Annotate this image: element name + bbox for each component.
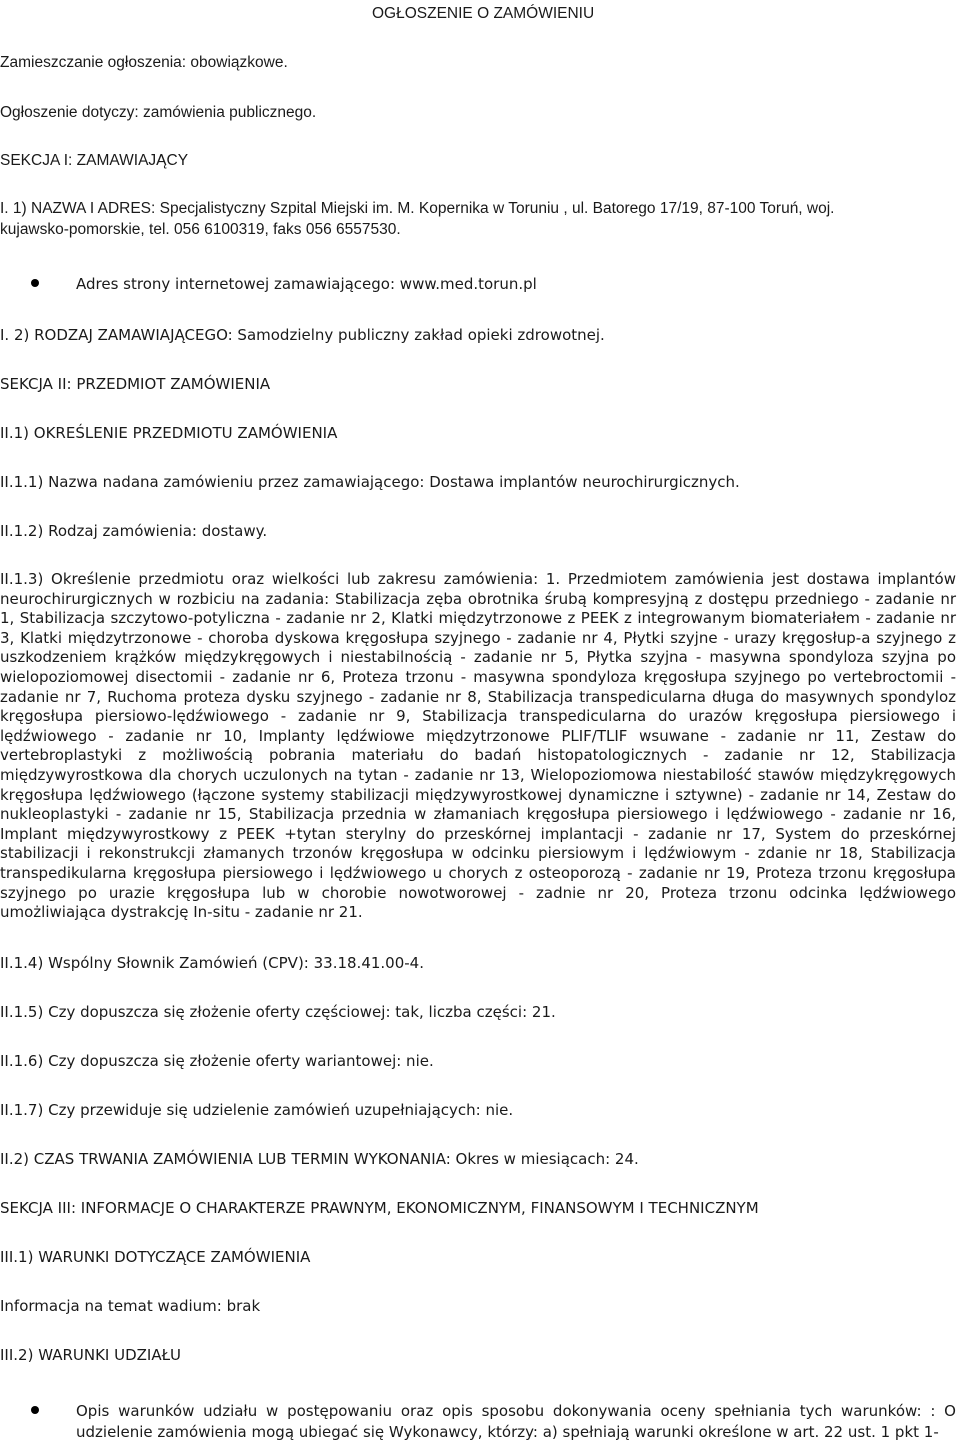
section-2-1-6: II.1.6) Czy dopuszcza się złożenie oferty wariantowej: nie. (0, 1052, 434, 1070)
notice-concerns-line: Ogłoszenie dotyczy: zamówienia publicznego. (0, 104, 317, 121)
section-2-1-heading: II.1) OKREŚLENIE PRZEDMIOTU ZAMÓWIENIA (0, 424, 338, 442)
section-3-1-heading: III.1) WARUNKI DOTYCZĄCE ZAMÓWIENIA (0, 1248, 311, 1266)
section-1-2-type: I. 2) RODZAJ ZAMAWIAJĄCEGO: Samodzielny publiczny zakład opieki zdrowotnej. (0, 326, 605, 344)
section-3-1-wadium: Informacja na temat wadium: brak (0, 1297, 261, 1315)
section-2-1-4: II.1.4) Wspólny Słownik Zamówień (CPV): 33.18.41.00-4. (0, 954, 424, 972)
section-3-heading: SEKCJA III: INFORMACJE O CHARAKTERZE PRAWNYM, EKONOMICZNYM, FINANSOWYM I TECHNICZNYM (0, 1199, 759, 1217)
bullet-icon (31, 1406, 39, 1414)
website-line: Adres strony internetowej zamawiającego: www.med.torun.pl (76, 275, 537, 293)
section-2-1-1: II.1.1) Nazwa nadana zamówieniu przez zamawiającego: Dostawa implantów neurochirurgicznych. (0, 473, 740, 491)
section-1-heading: SEKCJA I: ZAMAWIAJĄCY (0, 152, 189, 169)
notice-obligatory-line: Zamieszczanie ogłoszenia: obowiązkowe. (0, 54, 288, 71)
section-2-1-2: II.1.2) Rodzaj zamówienia: dostawy. (0, 522, 268, 540)
page-title: OGŁOSZENIE O ZAMÓWIENIU (372, 5, 595, 22)
section-2-heading: SEKCJA II: PRZEDMIOT ZAMÓWIENIA (0, 375, 271, 393)
section-3-2-conditions-paragraph: Opis warunków udziału w postępowaniu oraz opis sposobu dokonywania oceny spełniania tych warunków: : O udzielenie zamówienia mogą ubiegać się Wykonawcy, którzy: a) spełniają warunki określone w art. 22 ust. 1 pkt 1- (76, 1402, 956, 1441)
section-1-name-address-line2: kujawsko-pomorskie, tel. 056 6100319, faks 056 6557530. (0, 221, 401, 238)
section-2-1-3-paragraph: II.1.3) Określenie przedmiotu oraz wielkości lub zakresu zamówienia: 1. Przedmiotem zamówienia jest dostawa implantów neurochirurgicznych w rozbiciu na zadania: Stabilizacja zęba obrotnika śrubą kompresyjną z dostępu przedniego - zadanie nr 1, Stabilizacja szczytowo-potyliczna - zadanie nr 2, Klatki międzytrzonowe z PEEK z integrowanym biomateriałem - zadanie nr 3, Klatki międzytrzonowe - choroba dyskowa kręgosłupa szyjnego - zadanie nr 4, Płytki szyjne - urazy kręgosłup-a szyjnego z uszkodzeniem krążków międzykręgowych i niestabilnością - zadanie nr 5, Płytka szyjna - masywna spondyloza szyjna po wielopoziomowej disectomii - zadanie nr 6, Proteza trzonu - masywna spondyloza kręgosłupa szyjnego po vertebroctomii - zadanie nr 7, Ruchoma proteza dysku szyjnego - zadanie nr 8, Stabilizacja transpedicularna długa do masywnych spondyloz kręgosłupa piersiowo-lędźwiowego - zadanie nr 9, Stabilizacja transpedicularna do urazów kręgosłupa piersiowego i lędźwiowego - zadanie nr 10, Implanty lędźwiowe międzytrzonowe PLIF/TLIF wsuwane - zadanie nr 11, Zestaw do vertebroplastyki z możliwością pobrania materiału do badań histopatologicznych - zadanie nr 12, Stabilizacja międzywyrostkowa dla chorych uczulonych na tytan - zadanie nr 13, Wielopoziomowa niestabilość stawów międzykręgowych kręgosłupa lędźwiowego (łączone systemy stabilizacji międzywyrostkowej dynamiczne i sztywne) - zadanie nr 14, Zestaw do nukleoplastyki - zadanie nr 15, Stabilizacja przednia w złamaniach kręgosłupa piersiowego i lędźwiowego - zadanie nr 16, Implant międzywyrostkowy z PEEK +tytan sterylny do przeskórnej implantacji - zadanie nr 17, System do przeskórnej stabilizacji i rekonstrukcji złamanych trzonów kręgosłupa w odcinku piersiowym i lędźwiowym - zdanie nr 18, Stabilizacja transpedikularna kręgosłupa piersiowego i lędźwiowego u chorych z osteoporozą - zadanie nr 19, Proteza trzonu kręgosłupa szyjnego po urazie kręgosłupa lub w chorobie nowotworowej - zadnie nr 20, Proteza trzonu odcinka lędźwiowego umożliwiająca dystrakcję In-situ - zadanie nr 21. (0, 570, 956, 922)
section-2-2: II.2) CZAS TRWANIA ZAMÓWIENIA LUB TERMIN WYKONANIA: Okres w miesiącach: 24. (0, 1150, 639, 1168)
section-3-2-heading: III.2) WARUNKI UDZIAŁU (0, 1346, 182, 1364)
section-2-1-5: II.1.5) Czy dopuszcza się złożenie oferty częściowej: tak, liczba części: 21. (0, 1003, 556, 1021)
section-1-name-address-line1: I. 1) NAZWA I ADRES: Specjalistyczny Szpital Miejski im. M. Kopernika w Toruniu , ul. Batorego 17/19, 87-100 Toruń, woj. (0, 200, 835, 217)
bullet-icon (31, 279, 39, 287)
section-2-1-7: II.1.7) Czy przewiduje się udzielenie zamówień uzupełniających: nie. (0, 1101, 514, 1119)
